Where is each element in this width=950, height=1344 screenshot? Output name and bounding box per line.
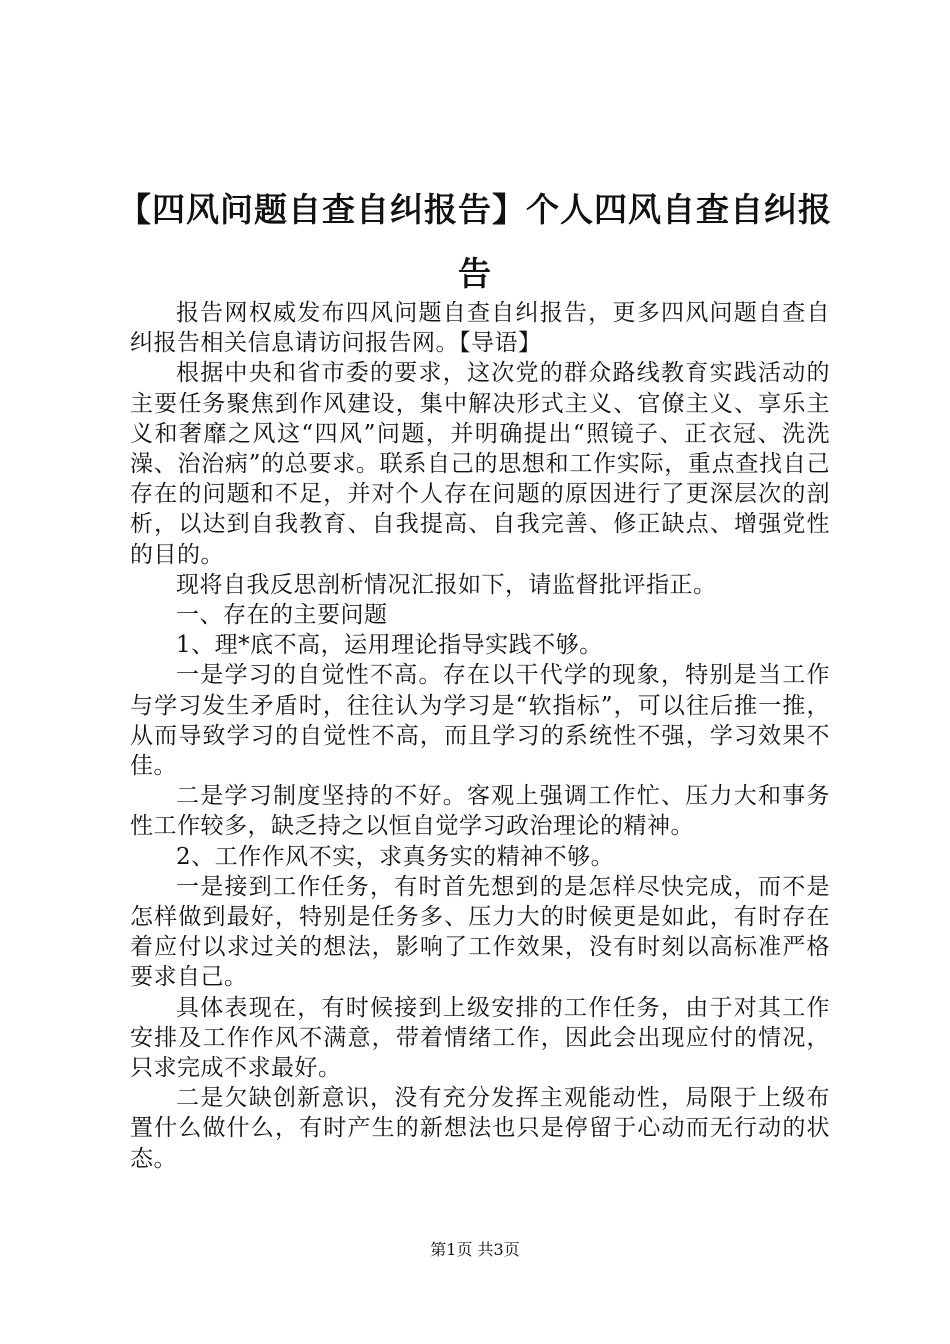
page-footer: 第1页 共3页: [430, 1240, 520, 1259]
paragraph-study-awareness: 一是学习的自觉性不高。存在以干代学的现象，特别是当工作与学习发生矛盾时，往往认为学习是“软指标”，可以往后推一推，从而导致学习的自觉性不高，而且学习的系统性不强，学习效果不佳。: [130, 662, 830, 780]
page-title: 【四风问题自查自纠报告】个人四风自查自纠报告: [118, 190, 832, 293]
section-heading-main-problems: 一、存在的主要问题: [176, 602, 388, 629]
paragraph-specific-performance: 具体表现在，有时候接到上级安排的工作任务，由于对其工作安排及工作作风不满意，带着情绪工作，因此会出现应付的情况，只求完成不求最好。: [130, 994, 830, 1082]
subheading-theory: 1、理*底不高，运用理论指导实践不够。: [176, 632, 603, 659]
paragraph-report-statement: 现将自我反思剖析情况汇报如下，请监督批评指正。: [176, 571, 717, 598]
paragraph-study-system: 二是学习制度坚持的不好。客观上强调工作忙、压力大和事务性工作较多，缺乏持之以恒自觉学习政治理论的精神。: [130, 783, 830, 840]
paragraph-innovation: 二是欠缺创新意识，没有充分发挥主观能动性，局限于上级布置什么做什么，有时产生的新想法也只是停留于心动而无行动的状态。: [130, 1085, 830, 1172]
paragraph-task-attitude: 一是接到工作任务，有时首先想到的是怎样尽快完成，而不是怎样做到最好，特别是任务多、压力大的时候更是如此，有时存在着应付以求过关的想法，影响了工作效果，没有时刻以高标准严格要求自己。: [130, 873, 830, 991]
paragraph-background: 根据中央和省市委的要求，这次党的群众路线教育实践活动的主要任务聚焦到作风建设，集中解决形式主义、官僚主义、享乐主义和奢靡之风这“四风”问题，并明确提出“照镜子、正衣冠、洗洗澡、治治病”的总要求。联系自己的思想和工作实际，重点查找自己存在的问题和不足，并对个人存在问题的原因进行了更深层次的剖析，以达到自我教育、自我提高、自我完善、修正缺点、增强党性的目的。: [130, 360, 830, 568]
document-body: [130, 298, 830, 1174]
subheading-work-style: 2、工作作风不实，求真务实的精神不够。: [176, 843, 615, 870]
paragraph-intro: 报告网权威发布四风问题自查自纠报告，更多四风问题自查自纠报告相关信息请访问报告网。【导语】: [130, 300, 830, 357]
